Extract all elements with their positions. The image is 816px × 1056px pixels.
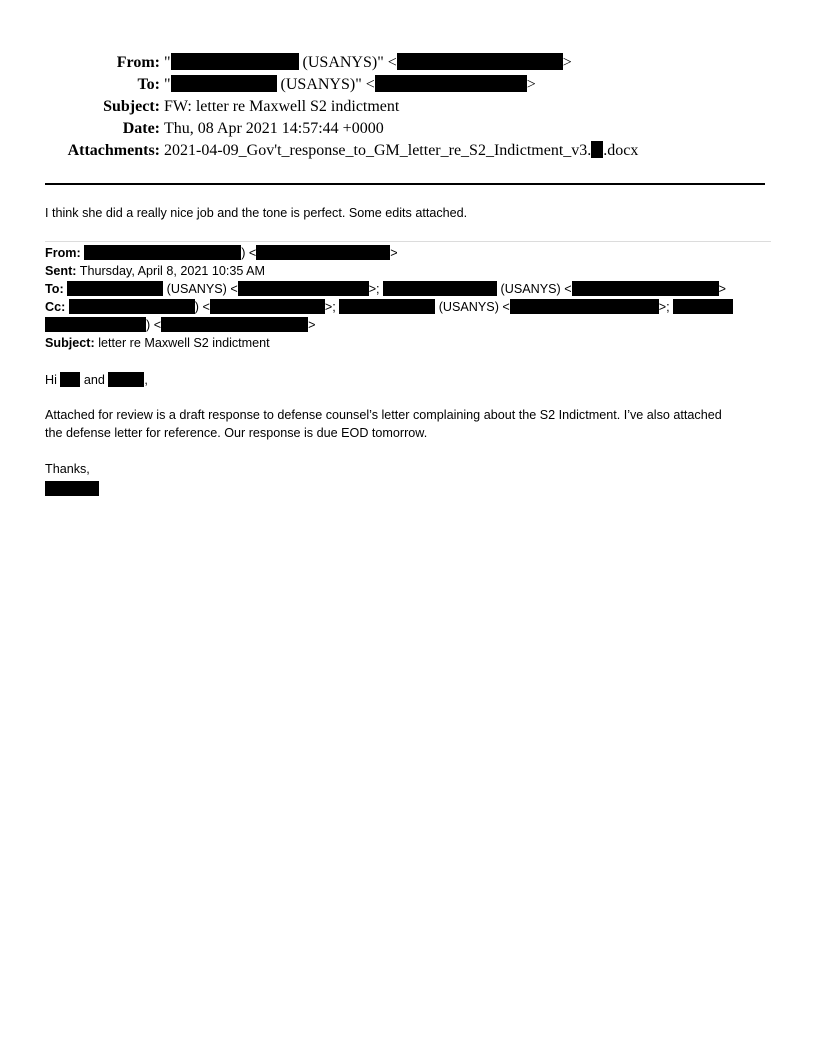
redaction-block (45, 481, 99, 496)
quoted-cc-mid1: ) < (194, 300, 210, 314)
redaction-block (69, 299, 195, 314)
from-value (164, 52, 572, 74)
greeting (45, 371, 148, 389)
greeting-hi: Hi (45, 373, 57, 387)
body-line-1: Attached for review is a draft response to defense counsel’s letter complaining about the S2 Indictment. I’ve also attached (45, 408, 722, 422)
quoted-from-row (45, 244, 398, 262)
from-quote: " (164, 54, 171, 71)
body-line-2: the defense letter for reference. Our response is due EOD tomorrow. (45, 426, 428, 440)
quoted-sent-row (45, 262, 265, 280)
quoted-cc-label: Cc: (45, 300, 66, 314)
header-divider (45, 183, 765, 185)
quoted-subject-value: letter re Maxwell S2 indictment (98, 336, 270, 350)
redaction-block (67, 281, 163, 296)
from-close: > (562, 54, 572, 71)
quoted-from-end: > (390, 246, 398, 260)
to-org: (USANYS)" < (280, 76, 375, 93)
quoted-to-sep: >; (368, 282, 380, 296)
quoted-cc-sep2: >; (658, 300, 670, 314)
redaction-block (210, 299, 325, 314)
redaction-block (375, 75, 527, 92)
quoted-divider (45, 241, 771, 242)
signoff: Thanks, (45, 462, 90, 476)
to-label: To: (137, 76, 160, 93)
redaction-block (591, 141, 603, 158)
to-quote: " (164, 76, 171, 93)
quoted-to-org1: (USANYS) < (166, 282, 238, 296)
to-value (164, 74, 536, 96)
redaction-block (397, 53, 563, 70)
redaction-block (339, 299, 435, 314)
subject-value: FW: letter re Maxwell S2 indictment (164, 98, 400, 115)
quoted-subject-label: Subject: (45, 336, 95, 350)
redaction-block (84, 245, 241, 260)
date-label: Date: (122, 120, 160, 137)
greeting-comma: , (144, 373, 148, 387)
quoted-cc-end: > (308, 318, 316, 332)
signature (45, 480, 99, 498)
redaction-block (673, 299, 733, 314)
header-to-row (0, 74, 816, 96)
quoted-to-label: To: (45, 282, 64, 296)
redaction-block (45, 317, 146, 332)
quoted-sent-value: Thursday, April 8, 2021 10:35 AM (79, 264, 266, 278)
greeting-and: and (83, 373, 105, 387)
redaction-block (238, 281, 369, 296)
from-org: (USANYS)" < (302, 54, 397, 71)
quoted-to-end: > (718, 282, 726, 296)
header-subject-row (0, 96, 816, 118)
quoted-subject-row (45, 334, 270, 352)
from-label: From: (116, 54, 160, 71)
quoted-cc-mid3: ) < (146, 318, 162, 332)
header-from-row (0, 52, 816, 74)
quoted-to-org2: (USANYS) < (500, 282, 572, 296)
redaction-block (171, 75, 277, 92)
quoted-sent-label: Sent: (45, 264, 77, 278)
redaction-block (256, 245, 390, 260)
header-date-row (0, 118, 816, 140)
header-attachments-row (0, 140, 816, 162)
redaction-block (383, 281, 497, 296)
quoted-from-mid: ) < (241, 246, 257, 260)
quoted-cc-org2: (USANYS) < (438, 300, 510, 314)
attachment-filename[interactable] (164, 140, 638, 162)
attachment-name-prefix: 2021-04-09_Gov't_response_to_GM_letter_re_S2_Indictment_v3. (164, 142, 592, 159)
redaction-block (171, 53, 299, 70)
quoted-cc-row (45, 298, 733, 316)
redaction-block (60, 372, 80, 387)
quoted-from-label: From: (45, 246, 81, 260)
quoted-cc-row-continued (45, 316, 315, 334)
redaction-block (161, 317, 308, 332)
redaction-block (108, 372, 144, 387)
quoted-cc-sep1: >; (324, 300, 336, 314)
to-close: > (526, 76, 536, 93)
attachment-name-suffix: .docx (603, 142, 639, 159)
quoted-to-row (45, 280, 726, 298)
subject-label: Subject: (103, 98, 160, 115)
redaction-block (572, 281, 719, 296)
reply-text: I think she did a really nice job and the tone is perfect. Some edits attached. (45, 206, 468, 220)
redaction-block (510, 299, 659, 314)
date-value: Thu, 08 Apr 2021 14:57:44 +0000 (164, 120, 384, 137)
attachments-label: Attachments: (67, 142, 160, 159)
